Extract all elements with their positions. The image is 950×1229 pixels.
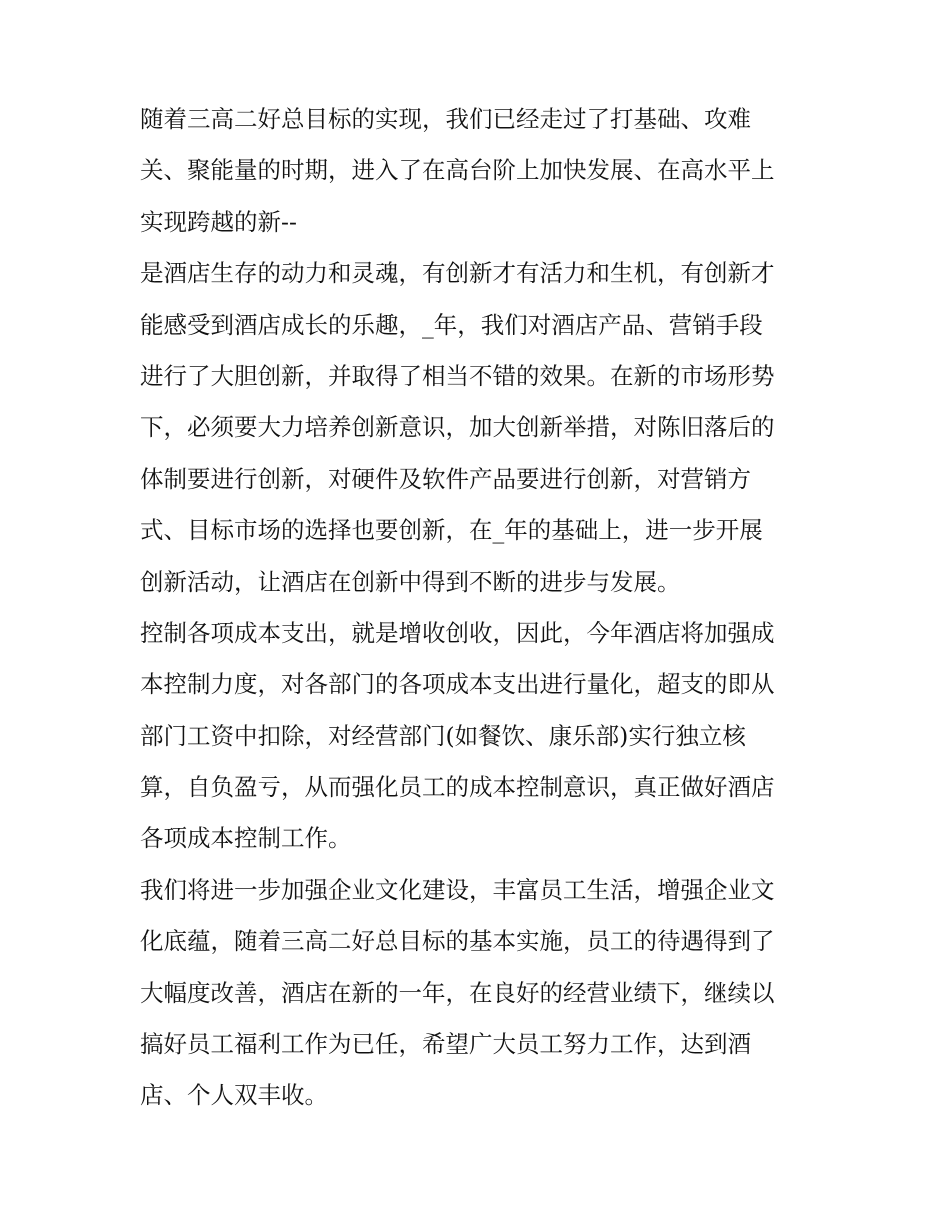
text-line: 控制各项成本支出，就是增收创收，因此，今年酒店将加强成: [140, 618, 775, 647]
text-line: 搞好员工福利工作为已任，希望广大员工努力工作，达到酒: [140, 1030, 751, 1059]
text-line: 各项成本控制工作。: [140, 824, 352, 853]
text-line: 化底蕴，随着三高二好总目标的基本实施，员工的待遇得到了: [140, 927, 775, 956]
text-line: 进行了大胆创新，并取得了相当不错的效果。在新的市场形势: [140, 361, 775, 390]
text-line: 体制要进行创新，对硬件及软件产品要进行创新，对营销方: [140, 464, 751, 493]
text-line: 随着三高二好总目标的实现，我们已经走过了打基础、攻难: [140, 105, 751, 133]
text-line: 部门工资中扣除，对经营部门(如餐饮、康乐部)实行独立核: [140, 721, 746, 750]
text-line: 算，自负盈亏，从而强化员工的成本控制意识，真正做好酒店: [140, 773, 775, 802]
text-line: 式、目标市场的选择也要创新，在_年的基础上，进一步开展: [140, 516, 763, 545]
text-line: 下，必须要大力培养创新意识，加大创新举措，对陈旧落后的: [140, 413, 775, 442]
text-line: 店、个人双丰收。: [140, 1081, 328, 1110]
text-line: 能感受到酒店成长的乐趣，_年，我们对酒店产品、营销手段: [140, 310, 763, 339]
text-line: 关、聚能量的时期，进入了在高台阶上加快发展、在高水平上: [140, 156, 775, 185]
text-line: 我们将进一步加强企业文化建设，丰富员工生活，增强企业文: [140, 875, 775, 904]
text-line: 创新活动，让酒店在创新中得到不断的进步与发展。: [140, 567, 681, 596]
text-line: 是酒店生存的动力和灵魂，有创新才有活力和生机，有创新才: [140, 259, 775, 288]
paragraph: [140, 259, 820, 596]
text-line: 本控制力度，对各部门的各项成本支出进行量化，超支的即从: [140, 670, 775, 699]
paragraph: [140, 875, 820, 1110]
document-body: [140, 105, 820, 1136]
text-line: 实现跨越的新--: [140, 207, 297, 236]
text-line: 大幅度改善，酒店在新的一年，在良好的经营业绩下，继续以: [140, 978, 775, 1007]
paragraph: [140, 105, 820, 236]
paragraph: [140, 618, 820, 853]
